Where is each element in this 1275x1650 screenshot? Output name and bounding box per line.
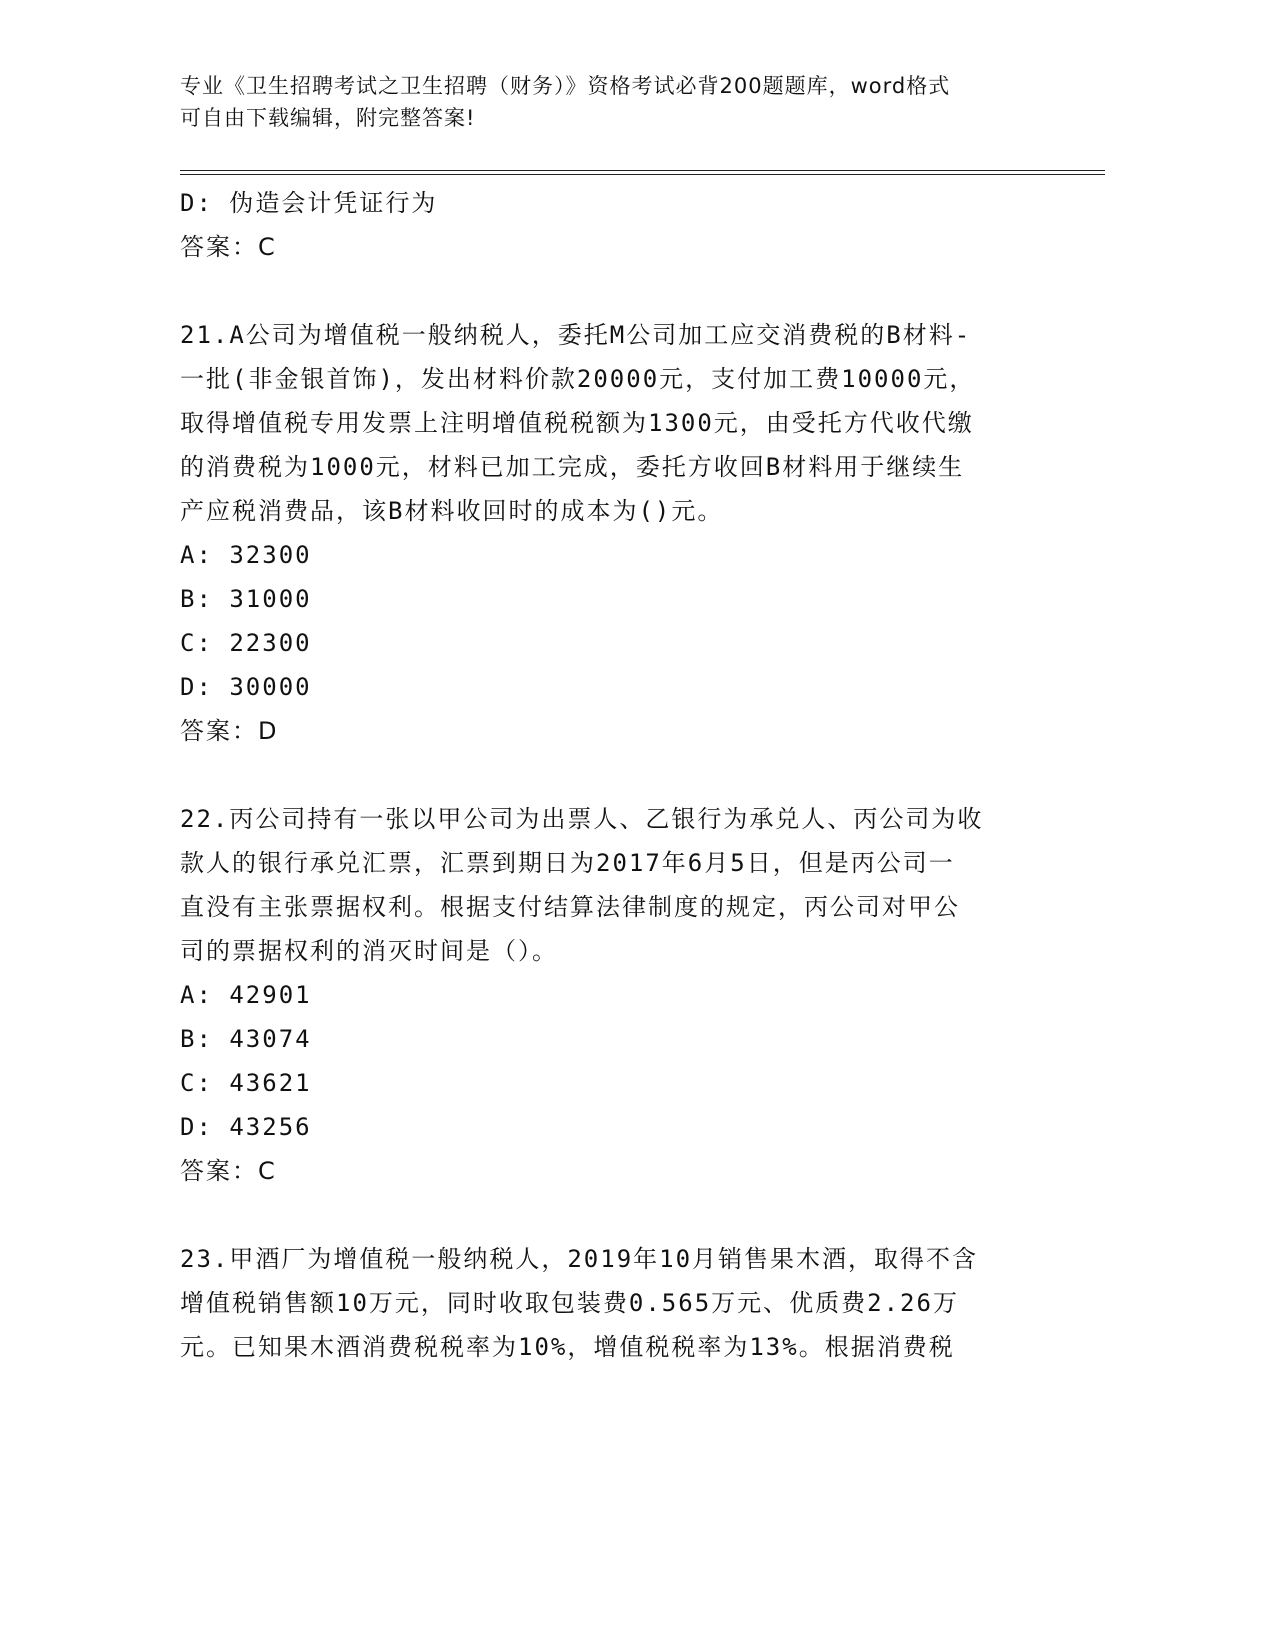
question-21-option-d: D: 30000	[180, 673, 312, 701]
prev-answer: 答案：C	[180, 233, 277, 261]
header-title-line-1: 专业《卫生招聘考试之卫生招聘（财务）》资格考试必背200题题库，word格式	[180, 74, 951, 98]
question-22-option-c: C: 43621	[180, 1069, 312, 1097]
question-21-answer: 答案：D	[180, 717, 279, 745]
prev-option-d: D: 伪造会计凭证行为	[180, 189, 438, 217]
question-21-option-b: B: 31000	[180, 585, 312, 613]
question-22-stem	[180, 797, 1050, 973]
question-21-option-a: A: 32300	[180, 541, 312, 569]
question-23-stem-line: 元。已知果木酒消费税税率为10%，增值税税率为13%。根据消费税	[180, 1333, 955, 1361]
spacer	[180, 269, 1050, 313]
question-21-stem-line: 的消费税为1000元，材料已加工完成，委托方收回B材料用于继续生	[180, 453, 965, 481]
question-23-stem-line: 增值税销售额10万元，同时收取包装费0.565万元、优质费2.26万	[180, 1289, 959, 1317]
question-23-stem	[180, 1237, 1050, 1369]
header-title-line-2: 可自由下载编辑，附完整答案!	[180, 106, 476, 130]
question-21-stem	[180, 313, 1050, 533]
question-22-answer: 答案：C	[180, 1157, 277, 1185]
question-22-option-a: A: 42901	[180, 981, 312, 1009]
question-22-option-d: D: 43256	[180, 1113, 312, 1141]
spacer	[180, 1193, 1050, 1237]
question-21-stem-line: 产应税消费品，该B材料收回时的成本为()元。	[180, 497, 724, 525]
question-22-stem-line: 款人的银行承兑汇票，汇票到期日为2017年6月5日，但是丙公司一	[180, 849, 955, 877]
question-21-stem-line: 取得增值税专用发票上注明增值税税额为1300元，由受托方代收代缴	[180, 409, 974, 437]
header-rule-bottom	[180, 174, 1105, 175]
page-header	[180, 70, 1080, 134]
document-body	[180, 181, 1050, 1369]
question-22-stem-line: 司的票据权利的消灭时间是（）。	[180, 937, 558, 965]
spacer	[180, 753, 1050, 797]
question-21-stem-line: 21.A公司为增值税一般纳税人，委托M公司加工应交消费税的B材料-	[180, 321, 972, 349]
question-23-stem-line: 23.甲酒厂为增值税一般纳税人，2019年10月销售果木酒，取得不含	[180, 1245, 979, 1273]
question-21-option-c: C: 22300	[180, 629, 312, 657]
question-22-stem-line: 22.丙公司持有一张以甲公司为出票人、乙银行为承兑人、丙公司为收	[180, 805, 984, 833]
header-rule-top	[180, 170, 1105, 171]
question-22-stem-line: 直没有主张票据权利。根据支付结算法律制度的规定，丙公司对甲公	[180, 893, 960, 921]
question-22-option-b: B: 43074	[180, 1025, 312, 1053]
question-21-stem-line: 一批(非金银首饰)，发出材料价款20000元，支付加工费10000元，	[180, 365, 976, 393]
